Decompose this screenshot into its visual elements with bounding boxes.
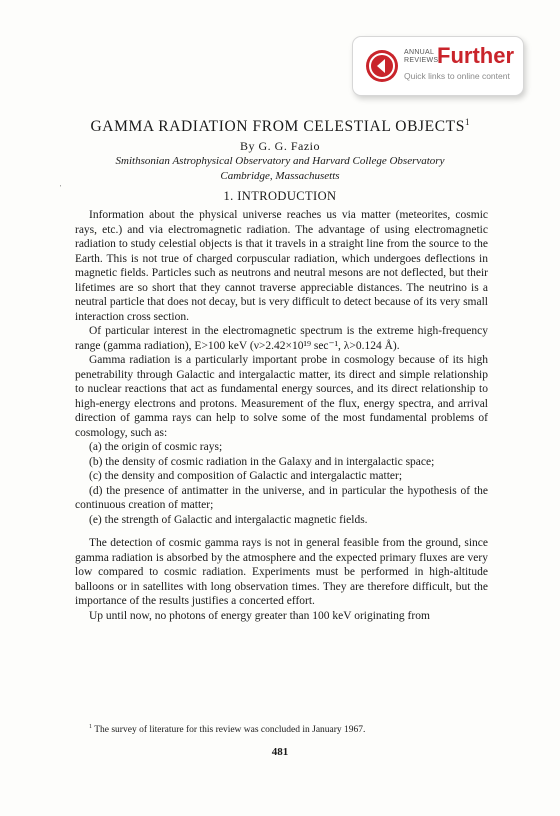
article-title-text: GAMMA RADIATION FROM CELESTIAL OBJECTS (90, 118, 465, 136)
paragraph-3: Gamma radiation is a particularly important probe in cosmology because of its high penetrability through Galactic and intergalactic matter, its direct and simple relationship to nuclear reactions that act as fundamental energy sources, and its direct relationship to high-energy electrons and protons. Measurement of the flux, energy spectra, and arrival direction of gamma rays can help to solve some of the most fundamental problems of cosmology, such as: (75, 354, 488, 439)
affiliation-line-2: Cambridge, Massachusetts (220, 170, 340, 182)
footnote-mark: 1 (89, 724, 92, 730)
section-heading: 1. INTRODUCTION (223, 189, 337, 203)
paragraph-4: The detection of cosmic gamma rays is not in general feasible from the ground, since gamma radiation is absorbed by the atmosphere and the expected primary fluxes are very low compared to cosmic radiation. Experiments must be performed in high-altitude balloons or in satellites with long observation times. They are therefore difficult, but the importance of the results justifies a concerted effort. (75, 537, 488, 607)
author-affiliation (0, 154, 560, 184)
list-item-a: (a) the origin of cosmic rays; (89, 441, 223, 453)
arrow-left-icon (366, 50, 398, 82)
stray-mark: ' (60, 184, 62, 192)
author-byline: By G. G. Fazio (240, 139, 320, 153)
paragraph-5: Up until now, no photons of energy greater than 100 keV originating from (89, 609, 430, 622)
list-item-e: (e) the strength of Galactic and intergalactic magnetic fields. (89, 513, 368, 526)
badge-tagline: Quick links to online content (404, 71, 510, 81)
article-title (0, 117, 560, 136)
list-item-b: (b) the density of cosmic radiation in the Galaxy and in intergalactic space; (89, 455, 435, 468)
article-body (75, 208, 488, 623)
badge-reviews-word: REVIEWS (404, 57, 439, 64)
badge-further-word: Further (437, 43, 514, 68)
title-footnote-link[interactable]: 1 (464, 117, 470, 127)
affiliation-line-1: Smithsonian Astrophysical Observatory and Harvard College Observatory (115, 155, 445, 167)
paragraph-2: Of particular interest in the electromagnetic spectrum is the extreme high-frequency range (gamma radiation), E>100 keV (ν>2.42×10¹⁹ sec⁻¹, λ>0.124 Å). (75, 325, 488, 352)
footnote-text: The survey of literature for this review was concluded in January 1967. (94, 725, 366, 736)
page-number: 481 (271, 746, 289, 758)
paragraph-1: Information about the physical universe reaches us via matter (meteorites, cosmic rays, etc.) and via electromagnetic radiation. The advantage of using electromagnetic radiation to study celestial objects is that it travels in a straight line from the source to the Earth. This is not true of charged corpuscular radiation, which undergoes deflections in magnetic fields. Particles such as neutrons and neutral mesons are not deflected, but their lifetimes are so short that they cannot traverse appreciable distances. The neutrino is a neutral particle that does not decay, but is very difficult to detect because of its very small interaction cross section. (75, 209, 488, 323)
list-item-c: (c) the density and composition of Galactic and intergalactic matter; (89, 470, 403, 482)
badge-annual-word: ANNUAL (404, 49, 435, 56)
annual-reviews-further-badge[interactable] (352, 36, 524, 96)
list-item-d: (d) the presence of antimatter in the universe, and in particular the hypothesis of the continuous creation of matter; (75, 484, 488, 511)
footnote (89, 724, 365, 735)
badge-publisher (404, 49, 439, 65)
